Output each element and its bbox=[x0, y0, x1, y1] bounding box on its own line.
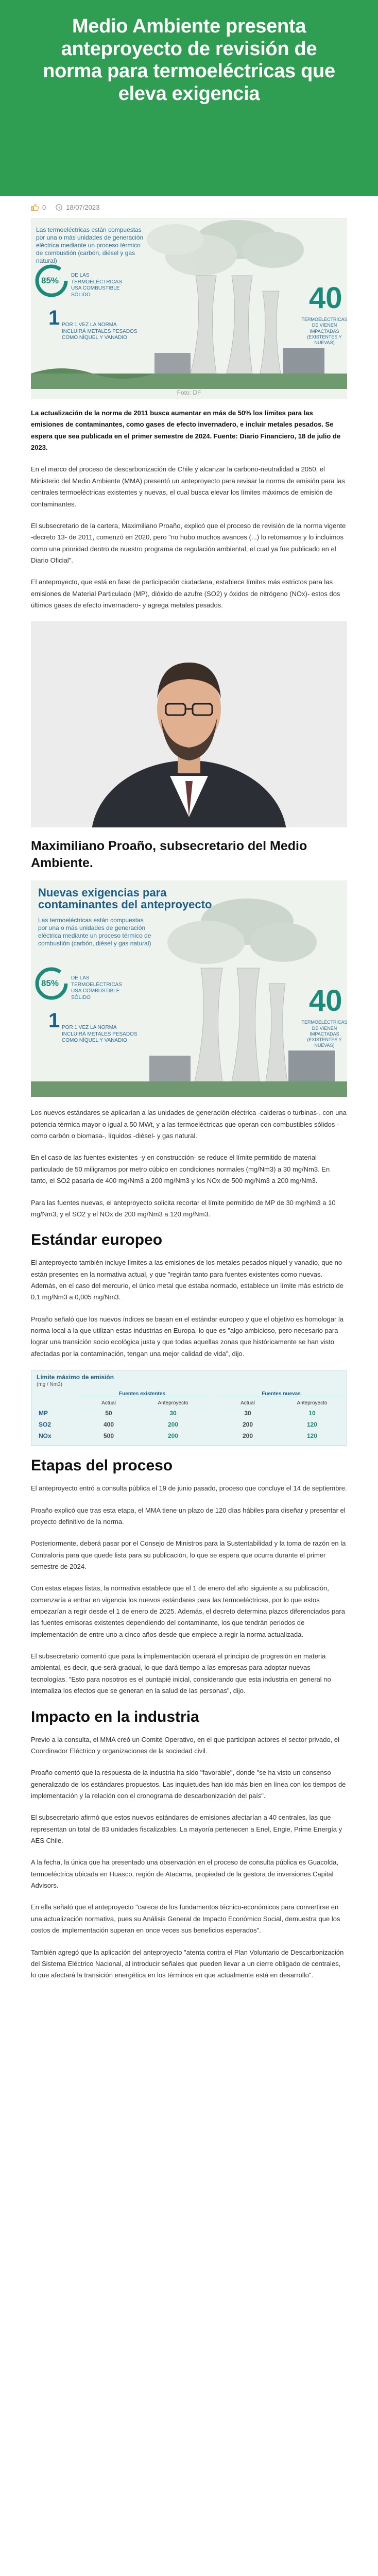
publish-date-text: 18/07/2023 bbox=[66, 203, 100, 211]
table-title: Límite máximo de emisión bbox=[37, 1374, 114, 1381]
infographic-new-standards bbox=[31, 880, 347, 1097]
percent-value: 85% bbox=[41, 276, 59, 285]
times-value: 1 bbox=[48, 1009, 60, 1032]
table-cell: 200 bbox=[167, 1432, 179, 1440]
section-heading: Impacto en la industria bbox=[31, 1708, 199, 1725]
meta-bar bbox=[0, 196, 378, 218]
paragraph: Proaño comentó que la respuesta de la industria ha sido "favorable", donde "se ha visto un consenso generalizado de los estándares propuestos. Las inquietudes han ido más bien en línea con los tiempos de implementación y la relación con el cronograma de descarbonización del país". bbox=[31, 1769, 346, 1800]
paragraph: El subsecretario afirmó que estos nuevos estándares de emisiones afectarían a 40 centrales, las que representan un total de 83 unidades fiscalizables. La mayoría pertenecen a Enel, Engie, Prime Energía y AES Chile. bbox=[31, 1814, 342, 1845]
times-text: POR 1 VEZ LA NORMA INCLUIRÁ METALES PESADOS COMO NÍQUEL Y VANADIO bbox=[62, 322, 138, 341]
emission-limits-table bbox=[31, 1370, 347, 1446]
table-subheader: Anteproyecto bbox=[158, 1400, 188, 1406]
paragraph: En ella señaló que el anteproyecto "carece de los fundamentos técnico-económicos para convertirse en una actualización normativa, pues su Análisis General de Impacto Económico Social, demuestra que los costos de implementación superan en once veces sus beneficios esperados". bbox=[31, 1903, 340, 1935]
infographic-intro: Las termoeléctricas están compuestas por una o más unidades de generación eléctrica mediante un proceso térmico de combustión (carbón, diésel y gas natural) bbox=[36, 226, 144, 264]
paragraph: Previo a la consulta, el MMA creó un Comité Operativo, en el que participan actores el sector privado, el Coordinador Eléctrico y organizaciones de la sociedad civil. bbox=[31, 1735, 340, 1755]
page-title: Medio Ambiente presenta anteproyecto de revisión de norma para termoeléctricas que eleva exigencia bbox=[43, 15, 335, 105]
paragraph: El anteproyecto también incluye límites a las emisiones de los metales pesados níquel y vanadio, que no están presentes en la normativa actual, y que "regirán tanto para fuentes existentes como nuevas. Además, en el caso del mercurio, el único metal que estaba normado, establece un límite más estricto de 0,1 mg/Nm3 a 0,005 mg/Nm3. bbox=[31, 1259, 343, 1301]
publish-date bbox=[55, 204, 99, 211]
paragraph: El subsecretario de la cartera, Maximiliano Proaño, explicó que el proceso de revisión de la norma vigente -decreto 13- de 2011, comenzó en 2020, pero "no hubo muchos avances (...) lo retomamos y lo incluimos como una prioridad dentro de nuestro programa de regulación ambiental, el cual ya fue publicado en el Diario Oficial". bbox=[31, 521, 346, 564]
paragraph: Proaño explicó que tras esta etapa, el MMA tiene un plazo de 120 días hábiles para diseñar y presentar el proyecto definitivo de la norma. bbox=[31, 1506, 346, 1526]
table-cell: 50 bbox=[105, 1410, 112, 1417]
paragraph: El subsecretario comentó que para la implementación operará el principio de progresión en materia ambiental, es decir, que será gradual, lo que dará tiempo a las empresas para adoptar nuevas tecnologías. "Esto para nosotros es el puntapié inicial, considerando que esta industria en general no internaliza los efectos que se generan en la salud de las personas", dijo. bbox=[31, 1652, 331, 1695]
paragraph: En el caso de las fuentes existentes -y en construcción- se reduce el límite permitido de material particulado de 50 miligramos por metro cúbico en condiciones normales (mg/Nm3) a 30 mg/Nm3. En tanto, el SO2 pasaría de 400 mg/Nm3 a 200 mg/Nm3 y los NOx de 500 mg/Nm3 a 200 mg/Nm3. bbox=[31, 1154, 330, 1185]
section-heading: Estándar europeo bbox=[31, 1231, 163, 1249]
paragraph: El anteproyecto entró a consulta pública el 19 de junio pasado, proceso que concluye el 14 de septiembre. bbox=[31, 1484, 347, 1493]
table-cell: 120 bbox=[306, 1421, 318, 1429]
paragraph: También agregó que la aplicación del anteproyecto "atenta contra el Plan Voluntario de Descarbonización del Sistema Eléctrico Nacional, al introducir señales que pueden llevar a un cierre obligado de centrales, lo que afectará la transición energética en los términos en que actualmente está en desarrollo". bbox=[31, 1948, 344, 1979]
portrait-photo bbox=[31, 621, 347, 827]
table-cell: 10 bbox=[308, 1410, 316, 1417]
infographic-intro: Las termoeléctricas están compuestas por una o más unidades de generación eléctrica mediante un proceso térmico de combustión (carbón, diésel y gas natural) bbox=[38, 917, 151, 947]
percent-value: 85% bbox=[41, 978, 59, 989]
article-body bbox=[0, 408, 378, 1981]
section-heading: Etapas del proceso bbox=[31, 1457, 173, 1475]
paragraph: El anteproyecto, que está en fase de participación ciudadana, establece límites más estrictos para las emisiones de Material Particulado (MP), dióxido de azufre (SO2) y óxidos de nitrógeno (NOx)- estos dos últimos gases de efecto invernadero- y agrega metales pesados. bbox=[31, 578, 340, 609]
table-cell: 200 bbox=[242, 1421, 253, 1429]
table-cell: 200 bbox=[167, 1421, 179, 1429]
infographic-emissions bbox=[31, 218, 347, 399]
table-row-label: SO2 bbox=[39, 1421, 51, 1429]
table-row-label: MP bbox=[39, 1410, 48, 1417]
like-counter[interactable] bbox=[31, 203, 46, 211]
big-number: 40 bbox=[309, 281, 342, 315]
table-cell: 120 bbox=[306, 1432, 318, 1440]
paragraph: Con estas etapas listas, la normativa establece que el 1 de enero del año siguiente a su publicación, comenzaría a entrar en vigencia los nuevos estándares para las termoeléctricas, por lo que estos empezarían a regir desde el 1 de enero de 2025. Además, el decreto determina plazos diferenciados para las fuentes emisoras existentes dependiendo del contaminante, los que tendrán periodos de implementación de entre uno a cinco años desde que empiece a regir la norma actualizada. bbox=[31, 1584, 345, 1638]
big-number: 40 bbox=[309, 984, 342, 1018]
portrait-illustration bbox=[31, 621, 347, 827]
thumb-up-icon[interactable] bbox=[31, 203, 39, 211]
table-cell: 30 bbox=[244, 1410, 251, 1417]
table-unit: (mg / Nm3) bbox=[37, 1382, 62, 1388]
table-subheader: Anteproyecto bbox=[297, 1400, 328, 1406]
clock-icon bbox=[55, 204, 63, 211]
hero-banner bbox=[0, 0, 378, 196]
times-value: 1 bbox=[48, 307, 60, 329]
paragraph: Posteriormente, deberá pasar por el Consejo de Ministros para la Sustentabilidad y la toma de razón en la Contraloría para que quede lista para su publicación, lo que se espera que ocurra durante el primer semestre de 2024. bbox=[31, 1539, 346, 1570]
table-subheader: Actual bbox=[101, 1400, 116, 1406]
paragraph: Los nuevos estándares se aplicarían a las unidades de generación eléctrica -calderas o turbinas-, con una potencia térmica mayor o igual a 50 MWt, y a las termoeléctricas que operan con combustibles sólidos -como carbón o biomasa-, líquidos -diésel- y gas natural. bbox=[31, 1109, 347, 1140]
paragraph: A la fecha, la única que ha presentado una observación en el proceso de consulta pública es Guacolda, termoeléctrica ubicada en Huasco, región de Atacama, propiedad de la gestora de inversiones Capital Advisors. bbox=[31, 1858, 338, 1890]
photo-credit: Foto: DF bbox=[177, 389, 201, 396]
like-count: 0 bbox=[42, 203, 46, 211]
col-existing: Fuentes existentes bbox=[78, 1391, 207, 1397]
table-row-label: NOx bbox=[39, 1432, 51, 1440]
table-subheader: Actual bbox=[240, 1400, 255, 1406]
table-cell: 500 bbox=[103, 1432, 114, 1440]
big-number-text: TERMOELÉCTRICAS DE VIENEN IMPACTADAS (EXISTENTES Y NUEVAS) bbox=[301, 1020, 347, 1048]
percent-text: DE LAS TERMOELÉCTRICAS USA COMBUSTIBLE SÓLIDO bbox=[71, 273, 122, 298]
paragraph: Para las fuentes nuevas, el anteproyecto solicita recortar el límite permitido de MP de 30 mg/Nm3 a 10 mg/Nm3, y el SO2 y el NOx de 200 mg/Nm3 a 120 mg/Nm3. bbox=[31, 1198, 336, 1218]
big-number-text: TERMOELÉCTRICAS DE VIENEN IMPACTADAS (EXISTENTES Y NUEVAS) bbox=[301, 317, 347, 345]
table-cell: 400 bbox=[103, 1421, 114, 1429]
table-cell: 30 bbox=[169, 1410, 177, 1417]
lead-paragraph: La actualización de la norma de 2011 busca aumentar en más de 50% los límites para las emisiones de contaminantes, como gases de efecto invernadero, e incluir metales pesados. Se espera que sea publicada en el primer semestre de 2024. Fuente: Diario Financiero, 18 de julio de 2023. bbox=[31, 409, 341, 452]
percent-text: DE LAS TERMOELÉCTRICAS USA COMBUSTIBLE SÓLIDO bbox=[71, 975, 122, 1001]
paragraph: Proaño señaló que los nuevos índices se basan en el estándar europeo y que el objetivo es homologar la norma local a la que utilizan estas industrias en Europa, lo que es "algo ambicioso, pero necesario para lograr una transición socio ecológica justa y que todas aquellas zonas que históricamente se han visto afectadas por la contaminación, tengan una mejor calidad de vida", dijo. bbox=[31, 1315, 344, 1358]
table-cell: 200 bbox=[242, 1432, 253, 1440]
col-new: Fuentes nuevas bbox=[217, 1391, 346, 1397]
times-text: POR 1 VEZ LA NORMA INCLUIRÁ METALES PESADOS COMO NÍQUEL Y VANADIO bbox=[62, 1025, 138, 1044]
photo-caption: Maximiliano Proaño, subsecretario del Medio Ambiente. bbox=[31, 839, 307, 870]
infographic-title: Nuevas exigencias para contaminantes del anteproyecto bbox=[38, 886, 212, 911]
paragraph: En el marco del proceso de descarbonización de Chile y alcanzar la carbono-neutralidad a 2050, el Ministerio del Medio Ambiente (MMA) presentó un anteproyecto para revisar la norma de emisión para las centrales termoeléctricas existentes y nuevas, el cual busca elevar los límites máximos de emisión de contaminantes. bbox=[31, 465, 345, 508]
